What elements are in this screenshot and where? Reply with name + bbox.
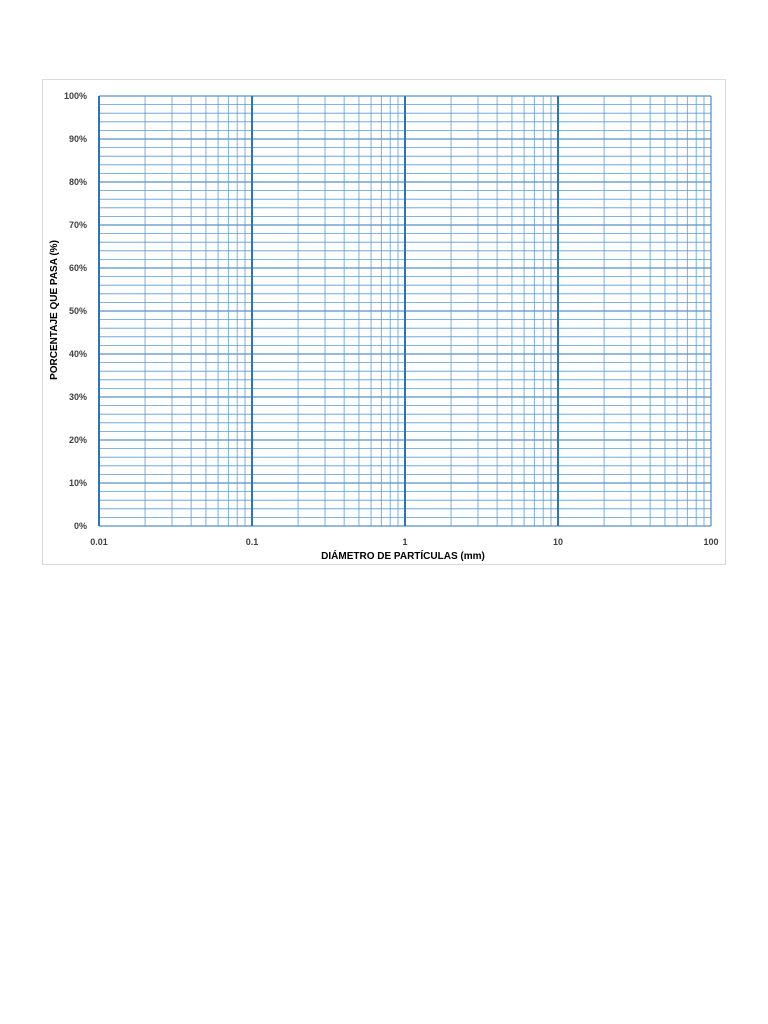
x-tick-label: 0.1	[245, 537, 259, 547]
x-tick-label: 0.01	[90, 537, 108, 547]
x-tick-label: 100	[703, 537, 719, 547]
y-tick-label: 80%	[68, 177, 87, 187]
y-axis-title: PORCENTAJE QUE PASA (%)	[49, 240, 60, 380]
y-tick-label: 70%	[68, 220, 87, 230]
tick-labels	[64, 91, 719, 547]
y-tick-label: 0%	[73, 521, 87, 531]
chart-frame	[42, 79, 726, 565]
x-tick-label: 1	[402, 537, 408, 547]
grid-layer	[99, 96, 711, 526]
y-tick-label: 40%	[68, 349, 87, 359]
y-tick-label: 10%	[68, 478, 87, 488]
y-tick-label: 20%	[68, 435, 87, 445]
y-tick-label: 30%	[68, 392, 87, 402]
y-tick-label: 100%	[63, 91, 87, 101]
y-tick-label: 60%	[68, 263, 87, 273]
y-tick-label: 50%	[68, 306, 87, 316]
x-tick-label: 10	[552, 537, 564, 547]
chart-svg	[43, 80, 727, 566]
x-axis-title: DIÁMETRO DE PARTÍCULAS (mm)	[321, 551, 485, 562]
y-tick-label: 90%	[68, 134, 87, 144]
